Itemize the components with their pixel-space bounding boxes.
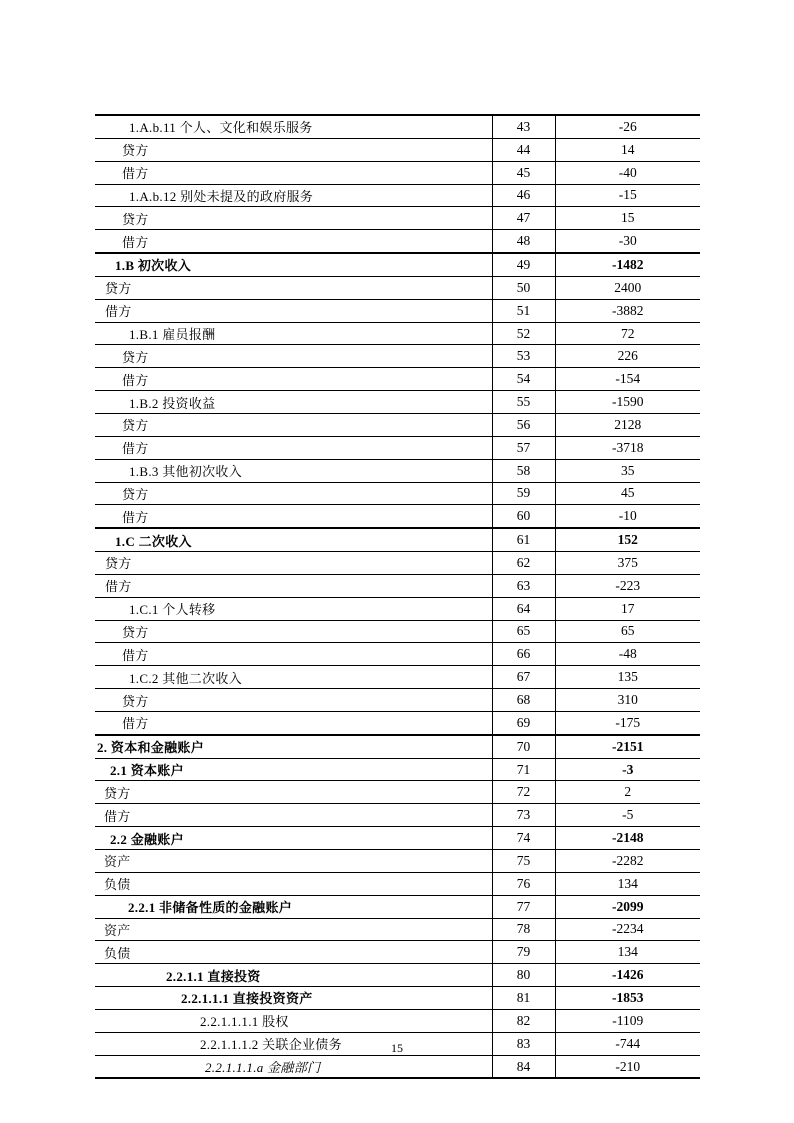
- row-label-cell: 贷方: [95, 552, 492, 575]
- table-row: [95, 161, 700, 184]
- row-line-number-cell: 64: [492, 597, 555, 620]
- table-row: [95, 711, 700, 734]
- row-value-cell: -3882: [555, 299, 700, 322]
- row-label-cell: 1.A.b.12 别处未提及的政府服务: [95, 184, 492, 207]
- table-row: [95, 941, 700, 964]
- row-label-cell: 资产: [95, 850, 492, 873]
- row-value-cell: -10: [555, 505, 700, 528]
- row-value-cell: 65: [555, 620, 700, 643]
- row-line-number-cell: 50: [492, 276, 555, 299]
- row-line-number-cell: 78: [492, 918, 555, 941]
- row-value-cell: 135: [555, 666, 700, 689]
- row-value-cell: 2: [555, 781, 700, 804]
- row-line-number-cell: 69: [492, 711, 555, 734]
- table-row: [95, 987, 700, 1010]
- table-row: [95, 964, 700, 987]
- row-value-cell: -26: [555, 115, 700, 138]
- row-value-cell: -2282: [555, 850, 700, 873]
- row-value-cell: 310: [555, 689, 700, 712]
- row-label-cell: 贷方: [95, 689, 492, 712]
- row-line-number-cell: 62: [492, 552, 555, 575]
- row-line-number-cell: 52: [492, 322, 555, 345]
- row-value-cell: 17: [555, 597, 700, 620]
- row-value-cell: 375: [555, 552, 700, 575]
- table-row: [95, 1055, 700, 1078]
- table-row: [95, 138, 700, 161]
- table-row: [95, 872, 700, 895]
- row-line-number-cell: 43: [492, 115, 555, 138]
- row-line-number-cell: 70: [492, 735, 555, 758]
- row-label-cell: 贷方: [95, 781, 492, 804]
- row-label-cell: 2. 资本和金融账户: [95, 735, 492, 758]
- table-row: [95, 827, 700, 850]
- row-label-cell: 1.B.2 投资收益: [95, 391, 492, 414]
- table-row: [95, 276, 700, 299]
- row-label-cell: 贷方: [95, 138, 492, 161]
- table-row: [95, 850, 700, 873]
- table-row: [95, 345, 700, 368]
- table-row: [95, 391, 700, 414]
- row-line-number-cell: 55: [492, 391, 555, 414]
- row-line-number-cell: 68: [492, 689, 555, 712]
- table-row: [95, 253, 700, 276]
- row-value-cell: -48: [555, 643, 700, 666]
- row-line-number-cell: 44: [492, 138, 555, 161]
- row-label-cell: 2.2.1.1.1 直接投资资产: [95, 987, 492, 1010]
- row-label-cell: 贷方: [95, 207, 492, 230]
- row-line-number-cell: 80: [492, 964, 555, 987]
- row-line-number-cell: 51: [492, 299, 555, 322]
- row-label-cell: 借方: [95, 505, 492, 528]
- row-line-number-cell: 84: [492, 1055, 555, 1078]
- row-value-cell: 2400: [555, 276, 700, 299]
- table-row: [95, 895, 700, 918]
- row-label-cell: 借方: [95, 161, 492, 184]
- table-row: [95, 207, 700, 230]
- row-line-number-cell: 56: [492, 413, 555, 436]
- table-row: [95, 597, 700, 620]
- row-value-cell: -175: [555, 711, 700, 734]
- row-label-cell: 借方: [95, 711, 492, 734]
- table-row: [95, 115, 700, 138]
- row-label-cell: 2.2.1.1.1.1 股权: [95, 1009, 492, 1032]
- row-line-number-cell: 63: [492, 574, 555, 597]
- row-value-cell: -3718: [555, 436, 700, 459]
- row-value-cell: -15: [555, 184, 700, 207]
- row-line-number-cell: 82: [492, 1009, 555, 1032]
- row-value-cell: -2151: [555, 735, 700, 758]
- row-value-cell: 2128: [555, 413, 700, 436]
- row-line-number-cell: 48: [492, 230, 555, 253]
- table-row: [95, 666, 700, 689]
- row-line-number-cell: 59: [492, 482, 555, 505]
- row-label-cell: 借方: [95, 368, 492, 391]
- table-row: [95, 459, 700, 482]
- row-label-cell: 资产: [95, 918, 492, 941]
- row-label-cell: 2.2.1.1.1.2 关联企业债务: [95, 1032, 492, 1055]
- row-label-cell: 1.A.b.11 个人、文化和娱乐服务: [95, 115, 492, 138]
- table-body: [95, 115, 700, 1078]
- table-row: [95, 528, 700, 551]
- row-value-cell: -210: [555, 1055, 700, 1078]
- row-value-cell: 15: [555, 207, 700, 230]
- table-row: [95, 689, 700, 712]
- row-line-number-cell: 54: [492, 368, 555, 391]
- row-value-cell: 45: [555, 482, 700, 505]
- row-line-number-cell: 83: [492, 1032, 555, 1055]
- row-line-number-cell: 66: [492, 643, 555, 666]
- table-row: [95, 230, 700, 253]
- row-value-cell: -2148: [555, 827, 700, 850]
- row-line-number-cell: 58: [492, 459, 555, 482]
- row-value-cell: 72: [555, 322, 700, 345]
- row-label-cell: 贷方: [95, 413, 492, 436]
- row-label-cell: 1.B.3 其他初次收入: [95, 459, 492, 482]
- row-value-cell: -1590: [555, 391, 700, 414]
- row-line-number-cell: 61: [492, 528, 555, 551]
- table-row: [95, 413, 700, 436]
- table-row: [95, 781, 700, 804]
- table-row: [95, 184, 700, 207]
- row-value-cell: -154: [555, 368, 700, 391]
- row-value-cell: -40: [555, 161, 700, 184]
- table-row: [95, 299, 700, 322]
- row-line-number-cell: 73: [492, 804, 555, 827]
- row-line-number-cell: 81: [492, 987, 555, 1010]
- table-row: [95, 620, 700, 643]
- row-line-number-cell: 49: [492, 253, 555, 276]
- page-number: 15: [391, 1041, 403, 1055]
- row-value-cell: 35: [555, 459, 700, 482]
- row-label-cell: 1.C.1 个人转移: [95, 597, 492, 620]
- balance-of-payments-table: [95, 114, 700, 1079]
- row-value-cell: 152: [555, 528, 700, 551]
- table-row: [95, 643, 700, 666]
- row-line-number-cell: 72: [492, 781, 555, 804]
- row-line-number-cell: 45: [492, 161, 555, 184]
- row-value-cell: -5: [555, 804, 700, 827]
- row-label-cell: 1.B.1 雇员报酬: [95, 322, 492, 345]
- row-line-number-cell: 77: [492, 895, 555, 918]
- row-value-cell: 14: [555, 138, 700, 161]
- row-value-cell: -223: [555, 574, 700, 597]
- row-value-cell: -3: [555, 758, 700, 781]
- row-label-cell: 借方: [95, 574, 492, 597]
- table-row: [95, 804, 700, 827]
- table-row: [95, 368, 700, 391]
- row-label-cell: 借方: [95, 804, 492, 827]
- row-label-cell: 1.C 二次收入: [95, 528, 492, 551]
- row-value-cell: 134: [555, 872, 700, 895]
- row-label-cell: 贷方: [95, 345, 492, 368]
- row-value-cell: -1853: [555, 987, 700, 1010]
- row-line-number-cell: 74: [492, 827, 555, 850]
- row-line-number-cell: 79: [492, 941, 555, 964]
- table-row: [95, 735, 700, 758]
- row-label-cell: 2.2.1 非储备性质的金融账户: [95, 895, 492, 918]
- table-row: [95, 918, 700, 941]
- row-label-cell: 1.B 初次收入: [95, 253, 492, 276]
- row-line-number-cell: 46: [492, 184, 555, 207]
- row-label-cell: 负债: [95, 941, 492, 964]
- table-row: [95, 758, 700, 781]
- row-line-number-cell: 71: [492, 758, 555, 781]
- row-label-cell: 贷方: [95, 620, 492, 643]
- row-value-cell: -744: [555, 1032, 700, 1055]
- row-line-number-cell: 75: [492, 850, 555, 873]
- table-row: [95, 436, 700, 459]
- row-label-cell: 2.1 资本账户: [95, 758, 492, 781]
- row-label-cell: 借方: [95, 436, 492, 459]
- table-row: [95, 505, 700, 528]
- row-label-cell: 2.2.1.1.1.a 金融部门: [95, 1055, 492, 1078]
- table-row: [95, 322, 700, 345]
- row-line-number-cell: 76: [492, 872, 555, 895]
- row-value-cell: 134: [555, 941, 700, 964]
- table-row: [95, 552, 700, 575]
- row-label-cell: 2.2 金融账户: [95, 827, 492, 850]
- row-line-number-cell: 65: [492, 620, 555, 643]
- row-label-cell: 负债: [95, 872, 492, 895]
- row-value-cell: -2099: [555, 895, 700, 918]
- table-row: [95, 574, 700, 597]
- row-value-cell: -1109: [555, 1009, 700, 1032]
- row-line-number-cell: 47: [492, 207, 555, 230]
- row-line-number-cell: 57: [492, 436, 555, 459]
- row-value-cell: -30: [555, 230, 700, 253]
- row-label-cell: 贷方: [95, 482, 492, 505]
- row-label-cell: 借方: [95, 230, 492, 253]
- row-label-cell: 借方: [95, 643, 492, 666]
- row-line-number-cell: 60: [492, 505, 555, 528]
- row-label-cell: 2.2.1.1 直接投资: [95, 964, 492, 987]
- table-row: [95, 1009, 700, 1032]
- row-line-number-cell: 53: [492, 345, 555, 368]
- row-line-number-cell: 67: [492, 666, 555, 689]
- row-label-cell: 1.C.2 其他二次收入: [95, 666, 492, 689]
- row-label-cell: 贷方: [95, 276, 492, 299]
- row-value-cell: 226: [555, 345, 700, 368]
- row-value-cell: -1482: [555, 253, 700, 276]
- table-row: [95, 482, 700, 505]
- row-value-cell: -1426: [555, 964, 700, 987]
- row-value-cell: -2234: [555, 918, 700, 941]
- row-label-cell: 借方: [95, 299, 492, 322]
